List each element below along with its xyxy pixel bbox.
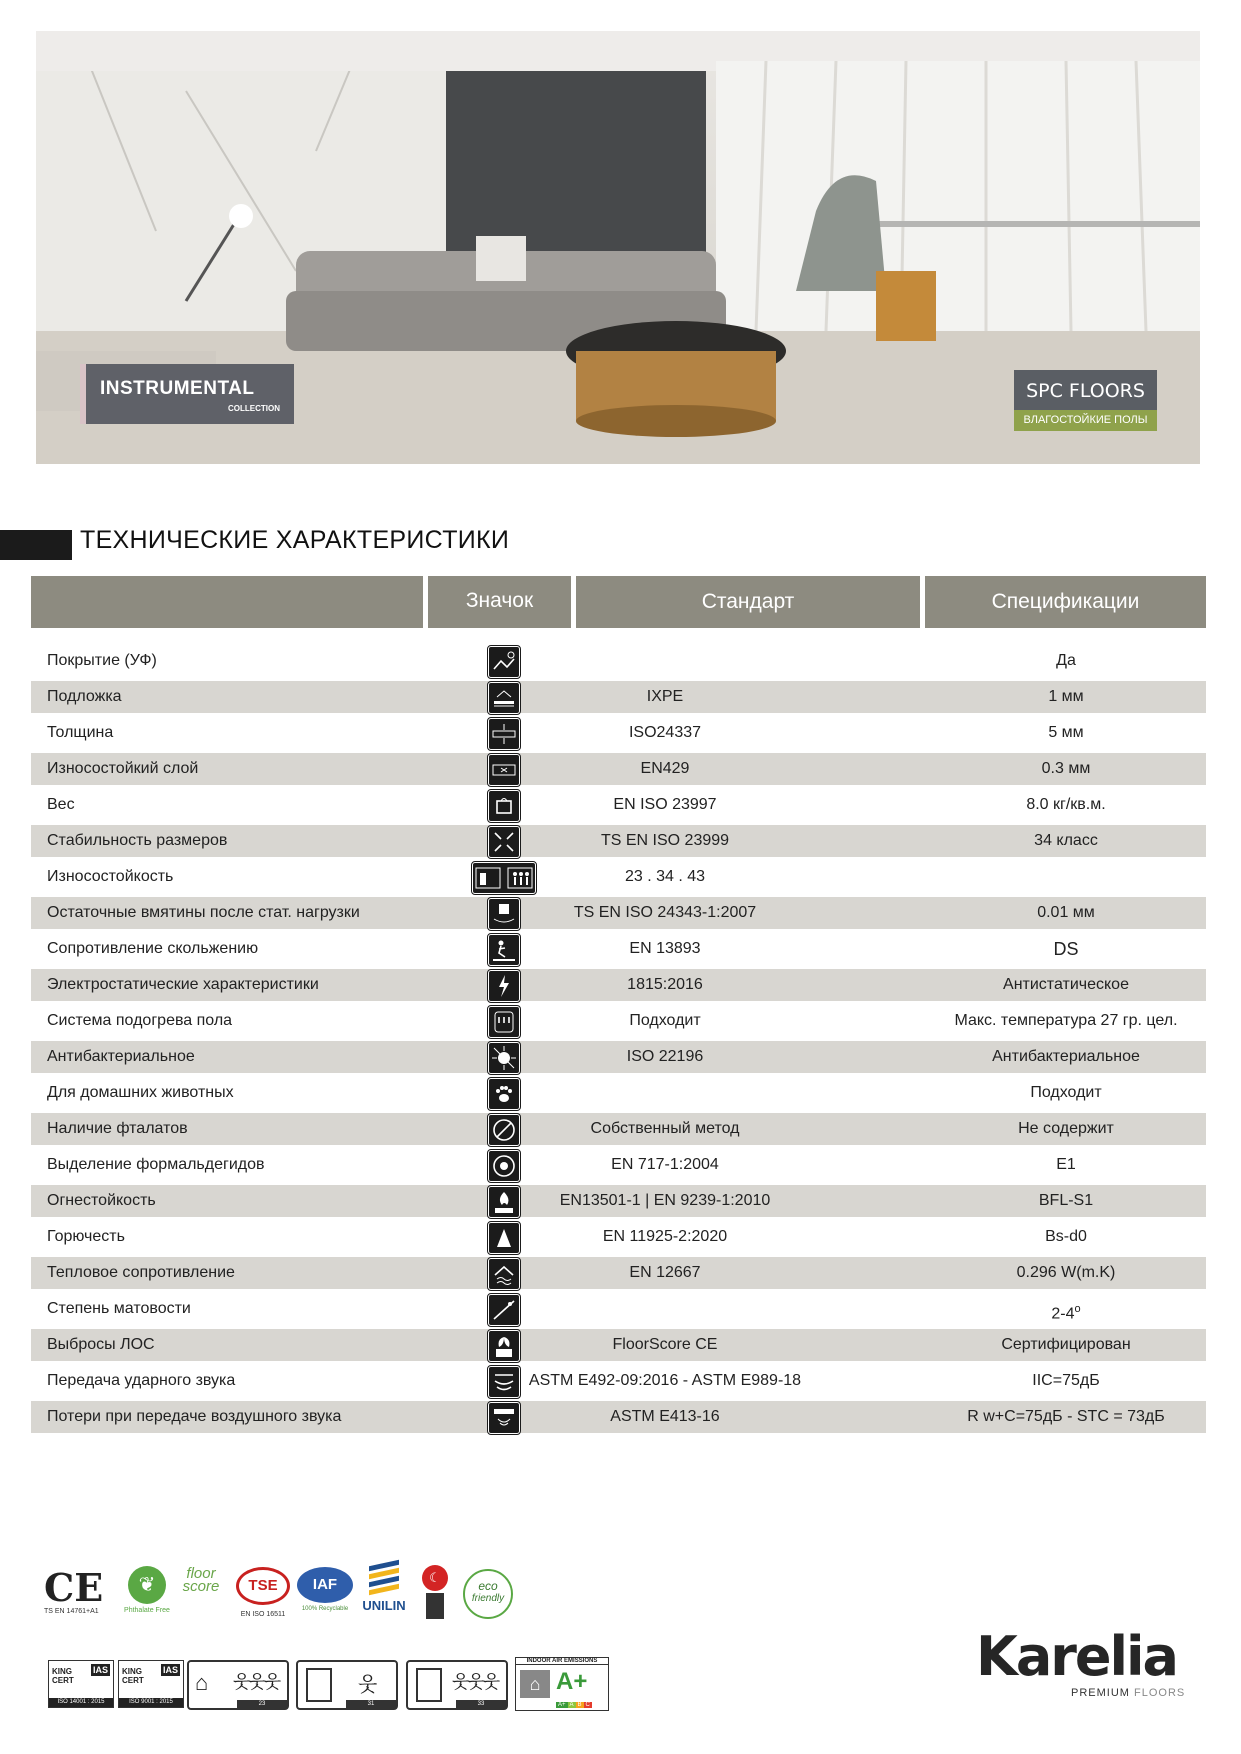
ias-label: IAS — [162, 1665, 178, 1675]
table-row — [31, 1329, 1206, 1361]
office-icon — [306, 1668, 332, 1702]
table-row — [31, 717, 1206, 749]
row-standard: EN 13893 — [629, 940, 701, 957]
section-title: ТЕХНИЧЕСКИЕ ХАРАКТЕРИСТИКИ — [80, 526, 510, 554]
product-title: SPC FLOORS — [1026, 380, 1145, 402]
row-name: Электростатические характеристики — [47, 976, 319, 993]
king-cert-iso14001 — [48, 1660, 114, 1708]
header-name-column — [31, 576, 423, 628]
tse-logo — [234, 1567, 292, 1627]
section-marker — [0, 530, 72, 560]
row-standard: EN ISO 23997 — [613, 796, 717, 813]
row-spec: 1 мм — [1048, 688, 1084, 705]
row-name: Стабильность размеров — [47, 832, 228, 849]
row-name: Горючесть — [47, 1228, 125, 1245]
row-standard: 23 . 34 . 43 — [624, 868, 706, 885]
row-standard: EN429 — [640, 760, 690, 777]
row-standard: ISO 22196 — [626, 1048, 704, 1065]
row-name: Остаточные вмятины после стат. нагрузки — [47, 904, 360, 921]
people-icon: 웃웃웃 — [233, 1672, 280, 1692]
row-name: Система подогрева пола — [47, 1012, 233, 1029]
table-row — [31, 897, 1206, 929]
header-standard: Стандарт — [576, 576, 920, 628]
row-standard: EN13501-1 | EN 9239-1:2010 — [559, 1192, 771, 1209]
class-label: 23 — [237, 1700, 287, 1708]
row-standard — [515, 1077, 815, 1109]
emissions-grade: A+ — [556, 1668, 588, 1695]
row-name: Антибактериальное — [47, 1048, 195, 1065]
row-spec: 2-4$^o$ — [1051, 1303, 1081, 1323]
table-row — [31, 825, 1206, 857]
tse-norm: EN ISO 16511 — [240, 1611, 286, 1618]
floorscore-line1: floor — [186, 1565, 216, 1582]
row-name: Выбросы ЛОС — [47, 1336, 155, 1353]
row-name: Вес — [47, 796, 75, 813]
eco-friendly-logo — [463, 1569, 513, 1619]
table-row — [31, 1365, 1206, 1397]
row-name: Наличие фталатов — [47, 1120, 188, 1137]
row-spec: E1 — [1056, 1156, 1076, 1173]
ce-mark: CE — [44, 1565, 104, 1610]
table-row — [31, 933, 1206, 965]
floorscore-logo — [175, 1565, 227, 1625]
row-spec: 0.296 W(m.K) — [1016, 1264, 1116, 1281]
row-name: Передача ударного звука — [47, 1372, 236, 1389]
row-name: Степень матовости — [47, 1300, 191, 1317]
row-spec: Bs-d0 — [1045, 1228, 1087, 1245]
row-standard: EN 12667 — [629, 1264, 701, 1281]
header-spec: Спецификации — [925, 576, 1206, 628]
king-cert-label: KING CERT — [122, 1667, 144, 1685]
table-row — [31, 1401, 1206, 1433]
unilin-label: UNILIN — [362, 1598, 406, 1613]
table-row — [31, 1041, 1206, 1073]
table-row — [31, 861, 1206, 893]
row-spec — [926, 861, 1206, 893]
tse-mark: TSE — [236, 1567, 290, 1605]
phthalate-free-logo — [117, 1566, 177, 1626]
recyclable-label: 100% Recyclable — [301, 1606, 349, 1612]
person-icon: 웃 — [358, 1674, 378, 1696]
iso-label: ISO 14001 : 2015 — [49, 1698, 113, 1707]
eco-label-2: friendly — [471, 1593, 505, 1604]
office-icon — [416, 1668, 442, 1702]
row-standard: FloorScore CE — [612, 1336, 718, 1353]
row-spec: 8.0 кг/кв.м. — [1026, 796, 1106, 813]
row-spec: R w+C=75дБ - STC = 73дБ — [967, 1408, 1165, 1425]
ce-norm: TS EN 14761+A1 — [44, 1608, 99, 1615]
collection-badge — [80, 364, 294, 424]
table-row — [31, 681, 1206, 713]
row-standard: ASTM E413-16 — [610, 1408, 720, 1425]
eco-label-1: eco — [478, 1579, 498, 1593]
row-spec: 0.01 мм — [1037, 904, 1095, 921]
usage-class-23 — [187, 1660, 289, 1710]
row-name: Выделение формальдегидов — [47, 1156, 265, 1173]
class-label: 33 — [456, 1700, 506, 1708]
row-spec: Антибактериальное — [992, 1048, 1140, 1065]
table-row — [31, 969, 1206, 1001]
collection-name: INSTRUMENTAL — [100, 378, 255, 399]
row-spec: 5 мм — [1048, 724, 1084, 741]
row-spec: BFL-S1 — [1038, 1192, 1094, 1209]
row-spec: 34 класс — [1034, 832, 1098, 849]
iaf-logo — [295, 1567, 355, 1627]
row-standard: IXPE — [646, 688, 684, 705]
degree-superscript: o — [1074, 1303, 1081, 1315]
row-standard: Подходит — [629, 1012, 701, 1029]
row-spec: Да — [1056, 652, 1076, 669]
table-row — [31, 1185, 1206, 1217]
table-row — [31, 1221, 1206, 1253]
usage-class-33 — [406, 1660, 508, 1710]
row-spec: 0.3 мм — [1041, 760, 1091, 777]
ce-logo — [44, 1565, 104, 1625]
row-name: Износостойкость — [47, 868, 174, 885]
table-row — [31, 1293, 1206, 1325]
unilin-logo — [357, 1563, 411, 1627]
house-icon: ⌂ — [195, 1670, 209, 1695]
row-spec: DS — [1053, 939, 1079, 959]
row-standard: 1815:2016 — [627, 976, 703, 993]
emissions-title: INDOOR AIR EMISSIONS — [516, 1658, 608, 1665]
row-standard: ISO24337 — [628, 724, 702, 741]
row-name: Покрытие (УФ) — [47, 652, 157, 669]
ias-label: IAS — [92, 1665, 108, 1675]
row-name: Тепловое сопротивление — [47, 1264, 235, 1281]
brand-subtitle: PREMIUM FLOORS — [1071, 1687, 1186, 1699]
row-spec: Макс. температура 27 гр. цел. — [954, 1012, 1178, 1029]
row-spec: IIC=75дБ — [1032, 1372, 1100, 1389]
unilin-stripes-icon — [369, 1563, 399, 1592]
row-name: Сопротивление скольжению — [47, 940, 259, 957]
class-label: 31 — [346, 1700, 396, 1708]
row-name: Износостойкий слой — [47, 760, 199, 777]
table-row — [31, 1005, 1206, 1037]
turkey-flag-icon: ☾ — [422, 1565, 448, 1591]
row-spec: Антистатическое — [1003, 976, 1129, 993]
hero-photo — [36, 31, 1200, 464]
row-standard: TS EN ISO 24343-1:2007 — [573, 904, 757, 921]
row-standard: ASTM E492-09:2016 - ASTM E989-18 — [528, 1372, 802, 1389]
house-icon: ⌂ — [520, 1670, 550, 1698]
iso-label: ISO 9001 : 2015 — [119, 1698, 183, 1707]
product-badge — [1014, 370, 1157, 410]
row-standard — [515, 645, 815, 677]
table-row — [31, 1077, 1206, 1109]
row-standard: Собственный метод — [590, 1120, 740, 1137]
row-name: Огнестойкость — [47, 1192, 156, 1209]
row-standard: EN 717-1:2004 — [611, 1156, 719, 1173]
table-row — [31, 645, 1206, 677]
phthalate-label: Phthalate Free — [124, 1607, 170, 1614]
king-cert-label: KING CERT — [52, 1667, 74, 1685]
table-row — [31, 789, 1206, 821]
table-row — [31, 753, 1206, 785]
row-standard: EN 11925-2:2020 — [602, 1228, 728, 1245]
table-row — [31, 1113, 1206, 1145]
row-spec: Не содержит — [1018, 1120, 1114, 1137]
row-spec: Подходит — [1030, 1084, 1102, 1101]
iaf-mark: IAF — [297, 1567, 353, 1603]
brand-logo: Karelia — [976, 1625, 1177, 1688]
collection-sub: COLLECTION — [228, 404, 280, 413]
row-name: Подложка — [47, 688, 122, 705]
made-in-turkey-logo — [422, 1565, 448, 1621]
header-icon: Значок — [428, 576, 571, 628]
product-subtitle-badge — [1014, 410, 1157, 431]
leaf-icon: ❦ — [128, 1566, 166, 1604]
king-cert-iso9001 — [118, 1660, 184, 1708]
product-subtitle: ВЛАГОСТОЙКИЕ ПОЛЫ — [1023, 414, 1148, 426]
emissions-scale: A+ A B C — [558, 1702, 590, 1708]
usage-class-31 — [296, 1660, 398, 1710]
row-name: Для домашних животных — [47, 1084, 234, 1101]
row-name: Потери при передаче воздушного звука — [47, 1408, 342, 1425]
row-spec: Сертифицирован — [1001, 1336, 1131, 1353]
table-row — [31, 1257, 1206, 1289]
row-standard: TS EN ISO 23999 — [600, 832, 730, 849]
indoor-air-emissions-label — [515, 1657, 609, 1711]
floorscore-line2: score — [182, 1578, 220, 1595]
row-standard — [515, 1293, 815, 1325]
people-icon: 웃웃웃 — [452, 1672, 499, 1692]
table-row — [31, 1149, 1206, 1181]
row-name: Толщина — [47, 724, 114, 741]
